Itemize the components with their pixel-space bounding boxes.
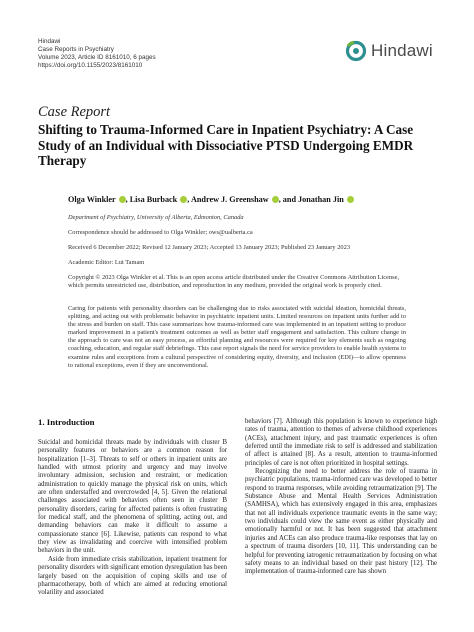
body-paragraph: behaviors [7]. Although this population is known to experience high rates of trauma, attention to themes of adverse childhood experiences (ACEs), attachment injury, and past traumatic experiences is often deferred until the immediate risk to self is addressed and stabilization of affect is attained [8]. As a result, attention to trauma-informed principles of care is not often prioritized in hospital settings. [245, 418, 437, 467]
copyright-line-2: which permits unrestricted use, distribution, and reproduction in any medium, provided the original work is properly cited. [68, 282, 382, 289]
copyright-line-1: Copyright © 2023 Olga Winkler et al. This is an open access article distributed under the Creative Commons Attribution License, [68, 274, 400, 281]
author-separator: , and [278, 195, 299, 204]
article-title: Shifting to Trauma-Informed Care in Inpatient Psychiatry: A Case Study of an Individual with Dissociative PTSD Undergoing EMDR Therapy [38, 122, 414, 168]
body-column-left [38, 439, 227, 598]
abstract [68, 305, 406, 374]
author-name[interactable]: Jonathan Jin [298, 195, 344, 204]
author-name[interactable]: Olga Winkler [68, 195, 116, 204]
affiliation: Department of Psychiatry, University of Alberta, Edmonton, Canada [68, 214, 244, 221]
orcid-icon[interactable] [272, 196, 279, 203]
publication-dates: Received 6 December 2022; Revised 12 January 2023; Accepted 13 January 2023; Published 23 January 2023 [68, 244, 351, 251]
volume-line: Volume 2023, Article ID 8161010, 6 pages [38, 54, 156, 61]
academic-editor: Academic Editor: Lut Tamam [68, 259, 145, 266]
body-column-right [245, 418, 437, 577]
journal-name: Case Reports in Psychiatry [38, 46, 114, 53]
author-name[interactable]: Lisa Burback [129, 195, 178, 204]
logo-text: Hindawi [371, 41, 433, 60]
abstract-text: Caring for patients with personality disorders can be challenging due to risks associated with suicidal ideation, homicidal threats, splitting, and acting out with problematic behavior in psychiatric inpatient units. Limited resources on inpatient units further add to the stress and burden on staff. This case summarizes how trauma-informed care was implemented in an inpatient setting to produce marked improvement in a patient's treatment outcomes as well as better staff engagement and satisfaction. This culture change in the approach to care was not an easy process, as effortful planning and resources were required for key elements such as ongoing coaching, education, and regular staff debriefings. This case report signals the need for service providers to enable health systems to examine rules and exceptions from a cultural perspective of considering equity, diversity, and inclusion (EDI)—to allow openness to rational exceptions, even if they are unconventional. [68, 305, 406, 369]
body-paragraph: Suicidal and homicidal threats made by individuals with cluster B personality features or behaviors are a common reason for hospitalization [1–3]. Threats to self or others in inpatient units are handled with utmost priority and urgency and may involve involuntary admission, seclusion and restraint, or medication administration to quickly manage the physical risk on units, which are often understaffed and overcrowded [4, 5]. Given the relational challenges associated with behaviors often seen in cluster B personality disorders, caring for affected patients is often frustrating for medical staff, and the phenomena of splitting, acting out, and demanding behaviors can make it difficult to assume a compassionate stance [6]. Likewise, patients can respond to what they view as invalidating and coercive with intensified problem behaviors in the unit. [38, 439, 227, 555]
author-separator: , [125, 195, 130, 204]
hindawi-logo [345, 40, 433, 62]
author-name[interactable]: Andrew J. Greenshaw [190, 195, 269, 204]
doi-link[interactable]: https://doi.org/10.1155/2023/8161010 [38, 62, 143, 69]
correspondence: Correspondence should be addressed to Olga Winkler; ows@ualberta.ca [68, 229, 253, 236]
publisher-name: Hindawi [38, 38, 61, 45]
section-heading: 1. Introduction [38, 417, 95, 427]
hindawi-logo-icon [345, 40, 367, 62]
orcid-icon[interactable] [119, 196, 126, 203]
body-paragraph: Aside from immediate crisis stabilization, inpatient treatment for personality disorders with significant emotion dysregulation has been largely based on the acquisition of coping skills and use of pharmacotherapy, both of which are aimed at reducing emotional volatility and associated [38, 555, 227, 597]
author-separator: , [187, 195, 191, 204]
orcid-icon[interactable] [347, 196, 354, 203]
journal-info [38, 38, 156, 70]
body-paragraph: Recognizing the need to better address the role of trauma in psychiatric populations, trauma-informed care was developed to better respond to trauma responses, while avoiding retraumatization [9]. The Substance Abuse and Mental Health Services Administration (SAMHSA), which has extensively engaged in this area, emphasizes that not all individuals experience traumatic events in the same way; two individuals could view the same event as either physically and emotionally harmful or not. It has been suggested that attachment injuries and ACEs can also produce trauma-like responses that lay on a spectrum of trauma disorders [10, 11]. This understanding can be helpful for preventing iatrogenic retraumatization by focusing on what safety means to an individual based on their past history [12]. The implementation of trauma-informed care has shown [245, 468, 437, 576]
article-type: Case Report [38, 104, 111, 120]
author-list [68, 195, 354, 204]
